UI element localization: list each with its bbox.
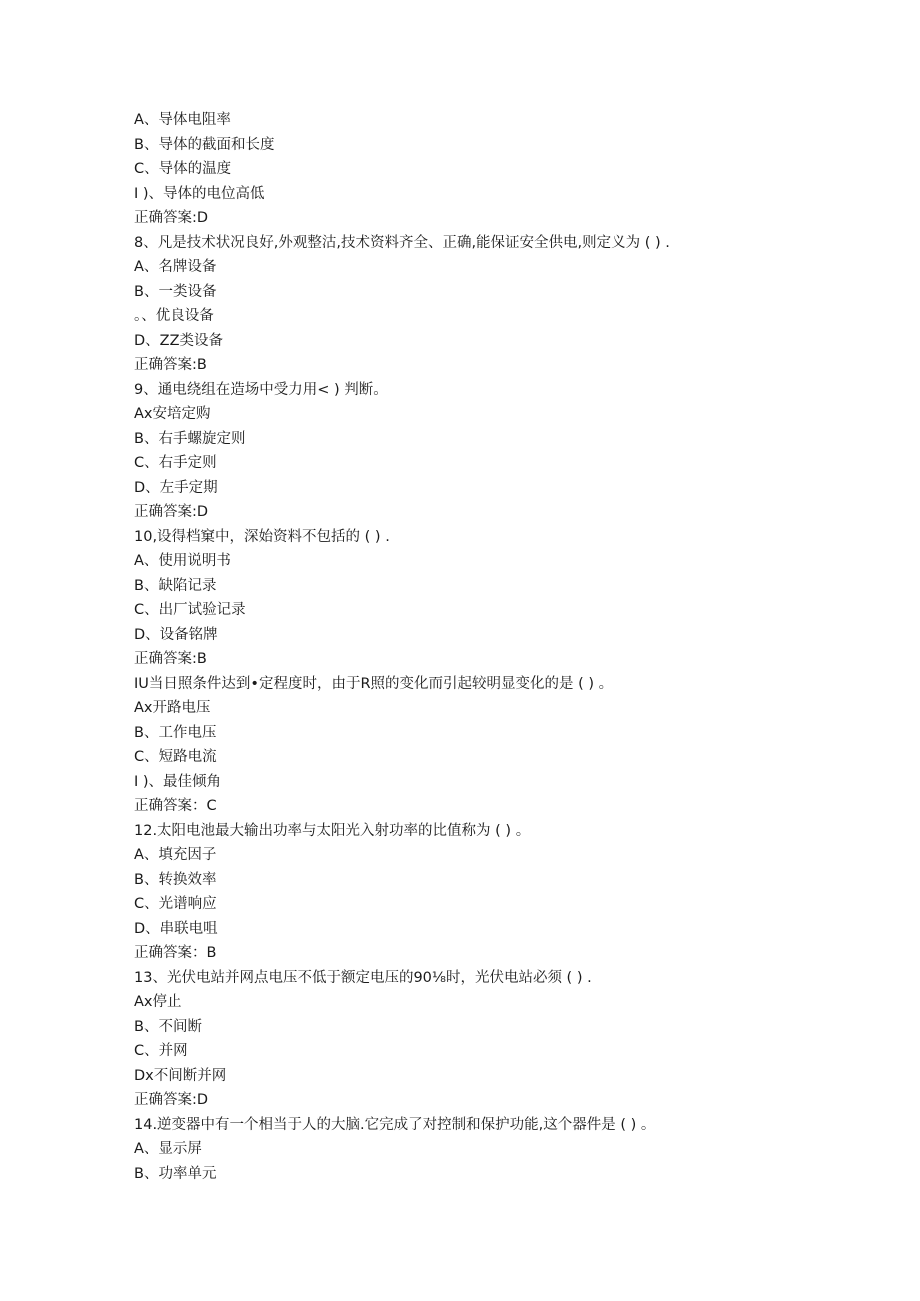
answer-line: 正确答案：B (134, 945, 217, 961)
option-line: B、不间断 (134, 1018, 202, 1035)
option-line: Ax开路电压 (134, 700, 211, 716)
option-line: B、右手螺旋定则 (134, 430, 246, 447)
question-document (134, 108, 834, 1186)
option-line: 。、优良设备 (134, 308, 214, 324)
option-line: Ax停止 (134, 994, 182, 1010)
question-line: 10,设得档窠中，深始资料不包括的 ( ) . (134, 528, 390, 545)
answer-line: 正确答案:B (134, 651, 207, 667)
option-line: I )、最佳倾角 (134, 773, 222, 790)
option-line: D、左手定期 (134, 479, 218, 496)
answer-line: 正确答案:D (134, 210, 209, 226)
option-line: D、ZZ类设备 (134, 332, 224, 349)
question-line: IU当日照条件达到•定程度时，由于R照的变化而引起较明显变化的是 ( ) 。 (134, 675, 614, 692)
option-line: A、名牌设备 (134, 259, 217, 275)
option-line: A、显示屏 (134, 1141, 202, 1157)
option-line: B、缺陷记录 (134, 577, 217, 594)
question-line: 8、凡是技术状况良好,外观整沽,技术资料齐全、正确,能保证安全供电,则定义为 ( ) . (134, 234, 670, 251)
question-line: 12.太阳电池最大输出功率与太阳光入射功率的比值称为 ( ) 。 (134, 822, 531, 839)
option-line: B、转换效率 (134, 871, 217, 888)
question-line: 9、通电绕组在造场中受力用< ) 判断。 (134, 381, 388, 398)
option-line: B、功率单元 (134, 1165, 217, 1182)
question-line: 13、光伏电站并网点电压不低于额定电压的90⅛时，光伏电站必须 ( ) . (134, 969, 592, 986)
option-line: C、光谱响应 (134, 896, 217, 912)
option-line: A、使用说明书 (134, 553, 231, 569)
option-line: B、导体的截面和长度 (134, 136, 275, 153)
option-line: C、右手定则 (134, 455, 217, 471)
option-line: C、导体的温度 (134, 161, 232, 177)
option-line: Dx不间断并网 (134, 1067, 227, 1084)
answer-line: 正确答案:D (134, 504, 209, 520)
option-line: B、一类设备 (134, 283, 217, 300)
option-line: D、设备铭牌 (134, 626, 218, 643)
answer-line: 正确答案：C (134, 798, 217, 814)
option-line: Ax安培定购 (134, 406, 211, 422)
option-line: B、工作电压 (134, 724, 217, 741)
option-line: D、串联电咀 (134, 920, 218, 937)
option-line: A、导体电阻率 (134, 112, 231, 128)
option-line: A、填充因子 (134, 847, 217, 863)
option-line: C、出厂试验记录 (134, 602, 246, 618)
answer-line: 正确答案:D (134, 1092, 209, 1108)
answer-line: 正确答案:B (134, 357, 207, 373)
question-line: 14.逆变器中有一个相当于人的大脑.它完成了对控制和保护功能,这个器件是 ( ) 。 (134, 1116, 656, 1133)
option-line: I )、导体的电位高低 (134, 185, 265, 202)
option-line: C、短路电流 (134, 749, 217, 765)
option-line: C、并网 (134, 1043, 188, 1059)
